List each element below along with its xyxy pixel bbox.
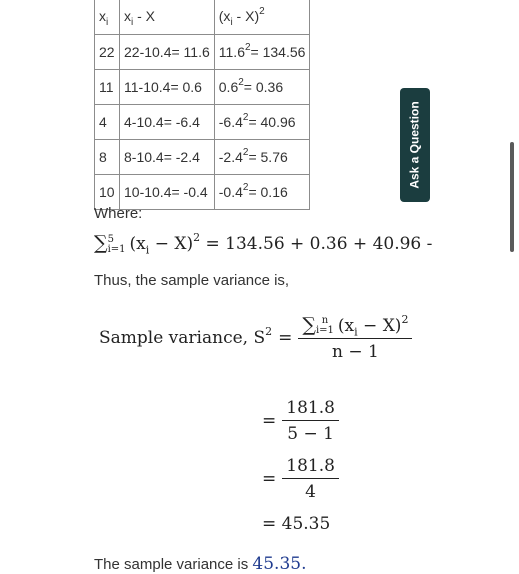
cell-deviation: 8-10.4= -2.4 <box>120 140 215 175</box>
table-header-row <box>95 0 310 35</box>
table-row <box>95 35 310 70</box>
fraction-denominator: 4 <box>305 482 316 502</box>
fraction-numerator: ∑ n i=1 $(x_i - X)^2$ <box>298 314 412 340</box>
equals-sign: = <box>278 328 293 348</box>
fraction-numerator: 181.8 <box>282 398 339 421</box>
header-deviation: $x_i$ - X <box>120 0 215 35</box>
cell-xi: 11 <box>95 70 120 105</box>
sum-rhs: = 134.56 + 0.36 + 40.96 - <box>200 234 433 254</box>
cell-xi: 10 <box>95 175 120 210</box>
ask-a-question-button[interactable] <box>400 88 430 202</box>
sum-equation <box>94 232 432 255</box>
header-xi: $x_i$ <box>95 0 120 35</box>
fraction-denominator: 5 − 1 <box>287 424 334 444</box>
ask-a-question-label: Ask a Question <box>408 101 423 189</box>
cell-deviation: 4-10.4= -6.4 <box>120 105 215 140</box>
step-3-fraction <box>282 456 339 502</box>
table-row <box>95 140 310 175</box>
cell-squared: $11.6^2= 134.56$ <box>214 35 310 70</box>
cell-xi: 4 <box>95 105 120 140</box>
equals-sign: = <box>262 411 277 431</box>
variance-formula <box>99 312 412 364</box>
table-row <box>95 70 310 105</box>
table-row <box>95 105 310 140</box>
variance-fraction <box>298 314 412 363</box>
scrollbar-thumb[interactable] <box>510 142 514 252</box>
step-2-fraction <box>282 398 339 444</box>
equals-sign: = <box>262 469 277 489</box>
conclusion-value: 45.35. <box>252 554 307 574</box>
cell-deviation: 11-10.4= 0.6 <box>120 70 215 105</box>
thus-label: Thus, the sample variance is, <box>94 272 290 289</box>
cell-squared: $0.6^2= 0.36$ <box>214 70 310 105</box>
cell-xi: 22 <box>95 35 120 70</box>
step-2 <box>262 398 339 444</box>
sigma-symbol: ∑ <box>94 232 108 254</box>
sum-term: $(x_i - X)^2$ <box>129 231 201 257</box>
step-4-result: = 45.35 <box>262 514 331 534</box>
cell-squared: $-6.4^2= 40.96$ <box>214 105 310 140</box>
where-label: Where: <box>94 205 143 222</box>
cell-deviation: 10-10.4= -0.4 <box>120 175 215 210</box>
deviation-table-grid <box>94 0 310 210</box>
cell-squared: $-0.4^2= 0.16$ <box>214 175 310 210</box>
header-squared-deviation: $(x_i - X)^2$ <box>214 0 310 35</box>
sum-limits: 5 i=1 <box>107 233 126 255</box>
fraction-numerator: 181.8 <box>282 456 339 479</box>
conclusion-text: The sample variance is 45.35. <box>94 554 307 574</box>
cell-squared: $-2.4^2= 5.76$ <box>214 140 310 175</box>
fraction-denominator: n − 1 <box>331 342 379 363</box>
cell-deviation: 22-10.4= 11.6 <box>120 35 215 70</box>
step-3 <box>262 456 339 502</box>
variance-lhs: Sample variance, $S^2$ <box>99 325 273 348</box>
cell-xi: 8 <box>95 140 120 175</box>
deviation-table <box>94 0 310 210</box>
